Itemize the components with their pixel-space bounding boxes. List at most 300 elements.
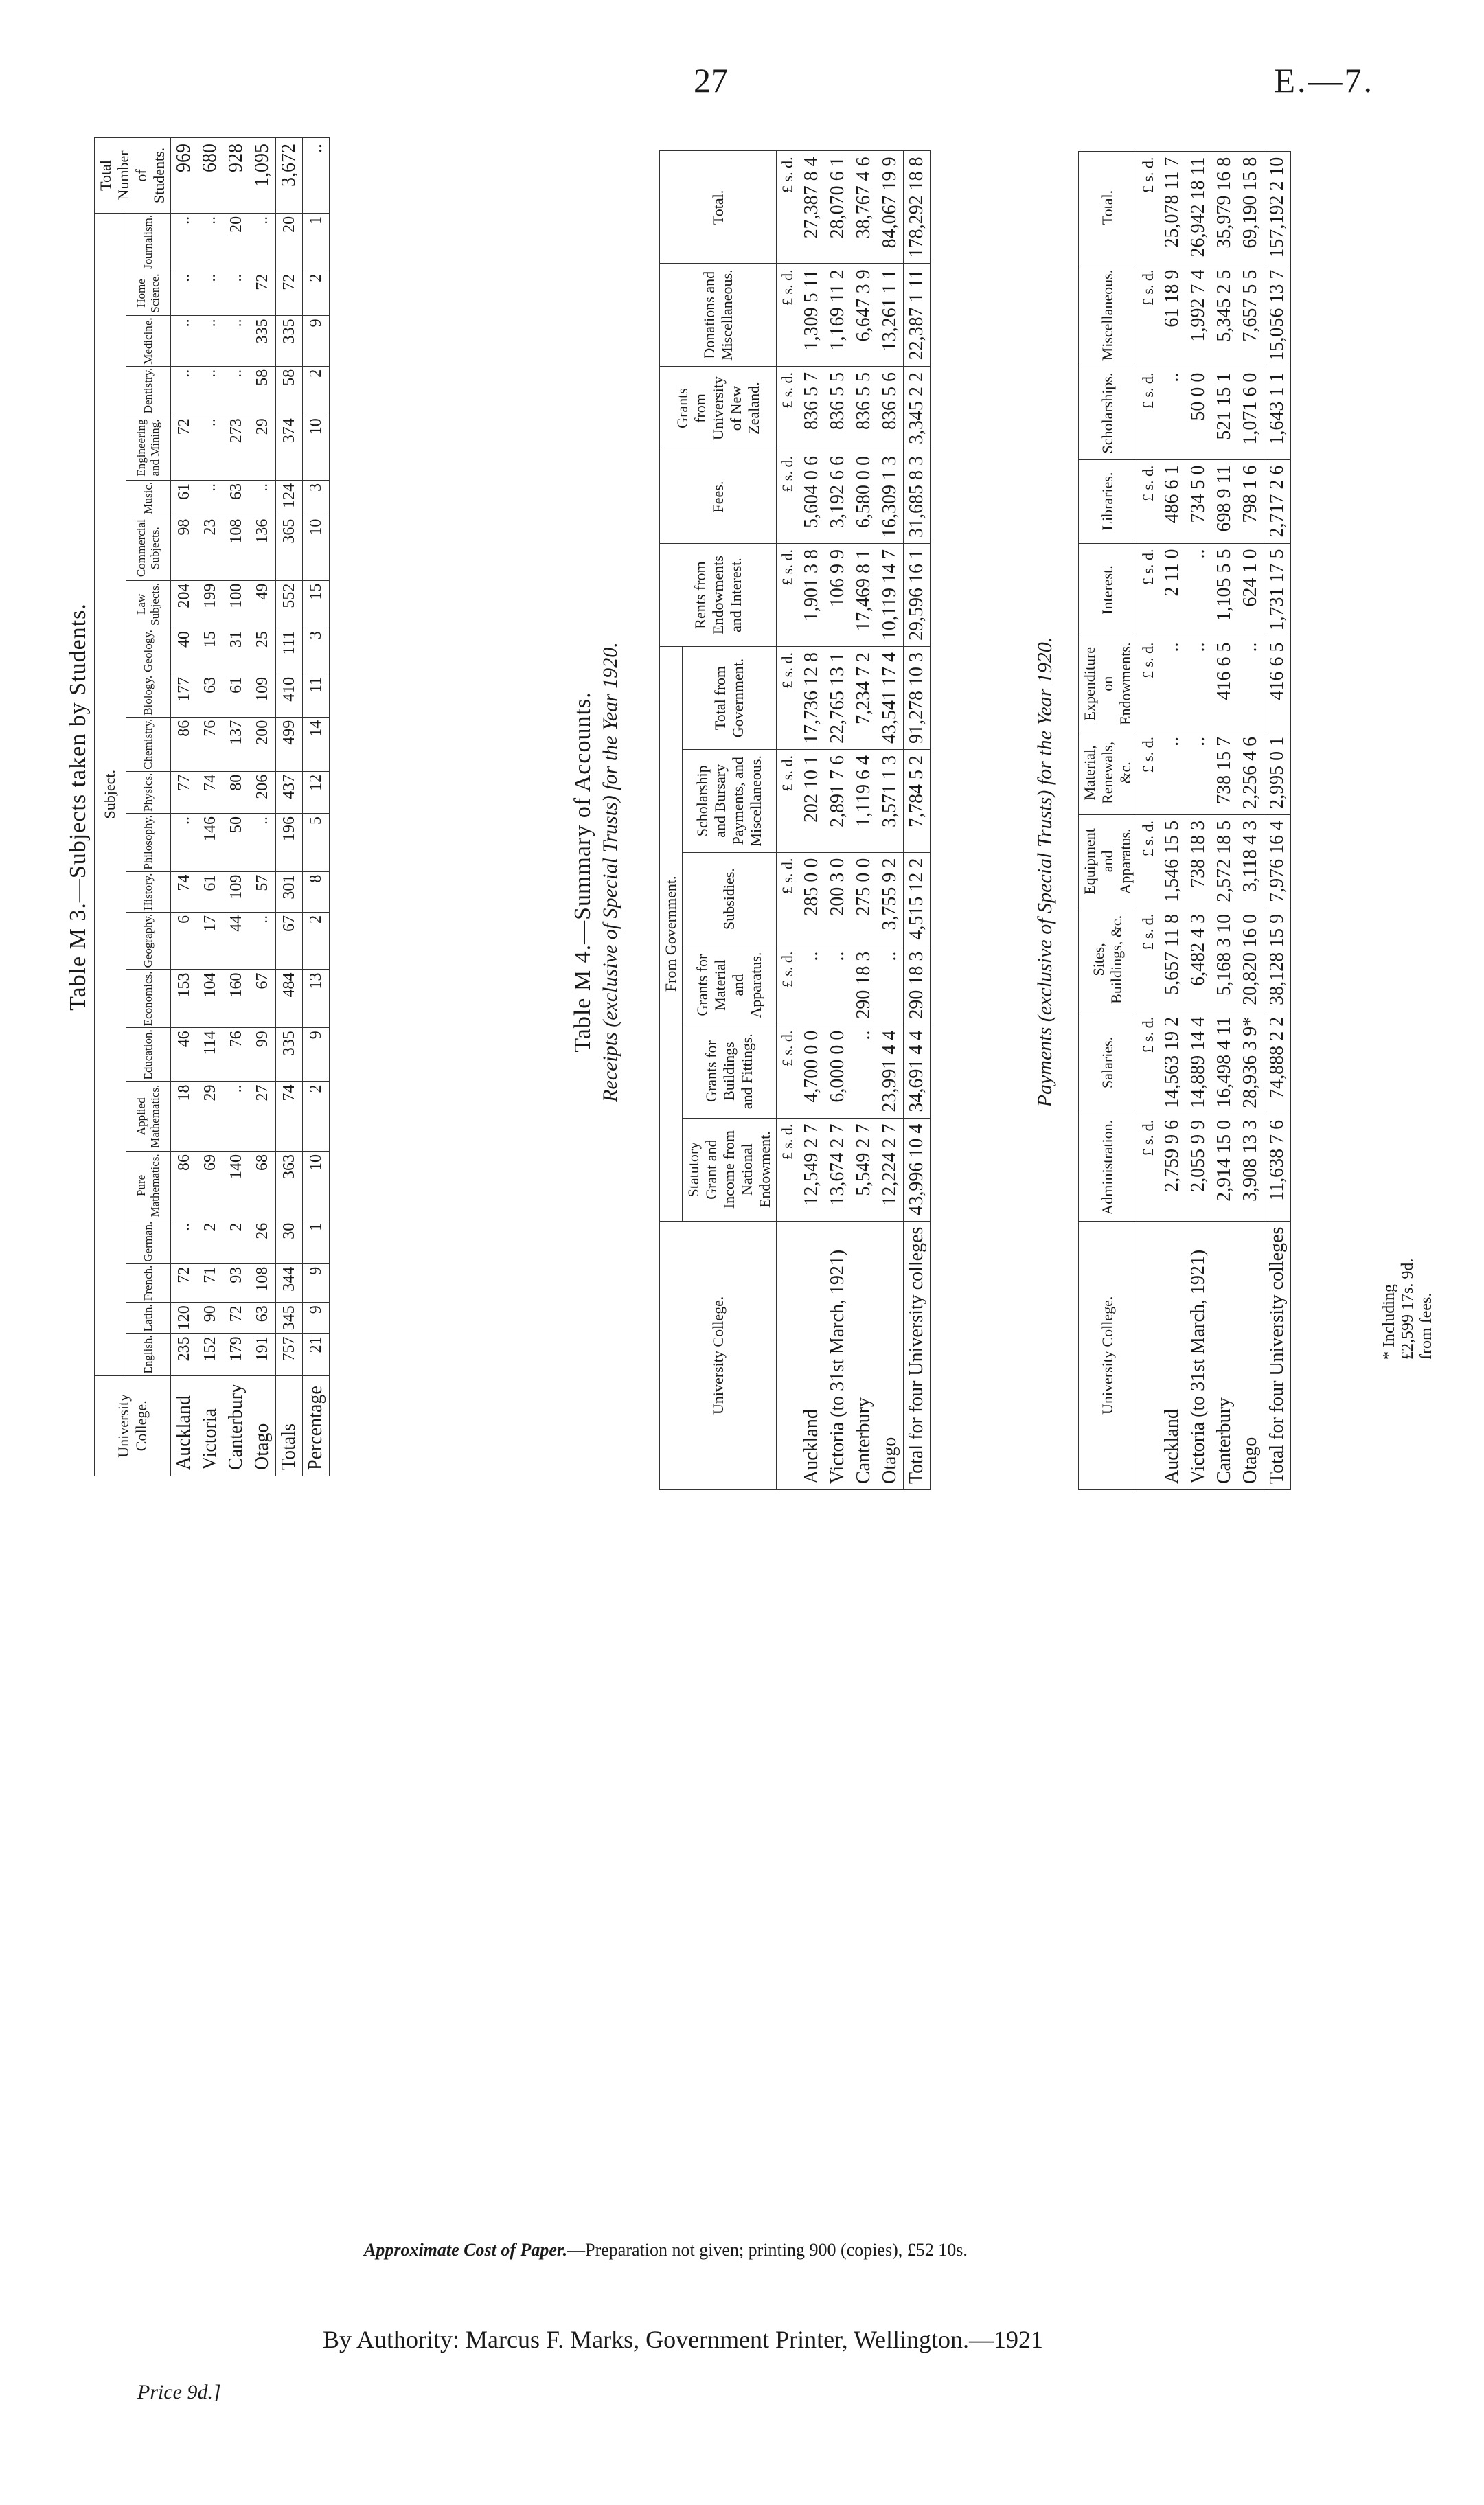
table-cell: 22,765 13 1 [825,647,851,750]
table-cell: 8 [303,871,330,912]
table-cell: 177 [171,674,198,717]
column-header: Grants from University of New Zealand. [660,367,777,450]
table-cell: 77 [171,771,198,813]
table-cell: 69 [197,1151,223,1220]
page-code: E.—7. [1274,61,1374,100]
table-cell: 5,345 2 5 [1211,264,1237,367]
table-cell: 3,118 4 3 [1237,814,1264,908]
table-cell: 486 6 1 [1159,459,1185,543]
unit-label: £ s. d. [1137,264,1160,367]
table-cell: .. [171,366,198,415]
table-cell: 72 [171,415,198,481]
unit-label: £ s. d. [777,544,799,647]
table-cell: .. [825,946,851,1025]
table-cell: .. [223,316,249,366]
receipts-table [659,150,931,1490]
table-cell: .. [1159,367,1185,459]
table-cell: 86 [171,717,198,771]
table-cell: .. [249,912,276,970]
table-cell: 374 [276,415,303,481]
table-cell: .. [249,213,276,271]
unit-label: £ s. d. [1137,367,1160,459]
table-cell: 25,078 11 7 [1159,151,1185,264]
column-header: Grants for Buildings and Fittings. [683,1025,777,1118]
authority-line: By Authority: Marcus F. Marks, Government Printer, Wellington.—1921 [323,2326,1044,2353]
column-header: Total. [660,151,777,264]
total-row [1264,151,1291,1489]
table-cell: 191 [249,1334,276,1375]
table-cell: 200 [249,717,276,771]
table-cell: 2,256 4 6 [1237,731,1264,814]
table-cell: 14 [303,717,330,771]
subject-column-header: Geography. [126,912,170,970]
table-cell: 153 [171,970,198,1028]
table-cell: 12,549 2 7 [799,1118,825,1221]
unit-row [1137,151,1160,1489]
table-cell: 335 [276,1028,303,1082]
unit-label: £ s. d. [777,750,799,853]
table-cell: 137 [223,717,249,771]
footnote: * Including £2,599 17s. 9d. from fees. [1380,1258,1435,1360]
subject-column-header: Physics. [126,771,170,813]
table-cell: .. [171,1220,198,1263]
table-cell: 10 [303,516,330,580]
unit-label: £ s. d. [777,946,799,1025]
table-m3 [94,137,330,1476]
cost-line [364,2240,968,2261]
table-cell: 17,736 12 8 [799,647,825,750]
table-cell: .. [799,946,825,1025]
total-row [904,151,931,1490]
table-cell: 72 [171,1263,198,1302]
table-cell: 20 [276,213,303,271]
table-cell: 23 [197,516,223,580]
table-cell: 31 [223,628,249,674]
table-cell: 57 [249,871,276,912]
table-cell: 44 [223,912,249,970]
table-cell: 5,549 2 7 [851,1118,877,1221]
table-cell: 58 [249,366,276,415]
table-cell: 29,596 16 1 [904,544,931,647]
table-cell: 6,000 0 0 [825,1025,851,1118]
row-total: 680 [197,138,223,214]
unit-label: £ s. d. [1137,814,1160,908]
table-cell: 16,309 1 3 [877,450,904,544]
table-m3-block [65,137,330,1476]
column-header: Fees. [660,450,777,544]
subject-column-header: Home Science. [126,271,170,316]
table-cell: 1,731 17 5 [1264,543,1291,637]
table-cell: 7,976 16 4 [1264,814,1291,908]
table-cell: 71 [197,1263,223,1302]
table-cell: 43,541 17 4 [877,647,904,750]
table-cell: 104 [197,970,223,1028]
table-cell: 20 [223,213,249,271]
table-cell: 35,979 16 8 [1211,151,1237,264]
table-cell: 43,996 10 4 [904,1118,931,1221]
college-header: University College. [660,1221,777,1489]
table-cell: 178,292 18 8 [904,151,931,264]
table-m3-title: Table M 3.—Subjects taken by Students. [65,603,91,1011]
table-cell: 9 [303,1303,330,1334]
table-cell: 6 [171,912,198,970]
column-header: Expenditure on Endowments. [1079,637,1137,731]
table-cell: 31,685 8 3 [904,450,931,544]
table-cell: 2 [223,1220,249,1263]
table-cell: 68 [249,1151,276,1220]
table-cell: 14,563 19 2 [1159,1011,1185,1114]
table-cell: 836 5 5 [851,367,877,450]
table-cell: 111 [276,628,303,674]
table-cell: 202 10 1 [799,750,825,853]
unit-label: £ s. d. [777,151,799,264]
table-cell: 140 [223,1151,249,1220]
row-label: Victoria (to 31st March, 1921) [825,1221,851,1489]
table-cell: 1 [303,1220,330,1263]
percentage-row [303,138,330,1476]
unit-row [777,151,799,1490]
table-cell: 6,580 0 0 [851,450,877,544]
table-cell: 235 [171,1334,198,1375]
table-cell: .. [1159,731,1185,814]
table-cell: 17 [197,912,223,970]
table-cell: 10 [303,415,330,481]
row-label: Otago [1237,1221,1264,1489]
subject-column-header: Latin. [126,1303,170,1334]
table-cell: 114 [197,1028,223,1082]
table-cell: 2 [303,912,330,970]
table-cell: 3,755 9 2 [877,852,904,946]
table-cell: 301 [276,871,303,912]
table-row [223,138,249,1476]
table-cell: 5 [303,813,330,871]
table-cell: 28,070 6 1 [825,151,851,264]
table-cell: 61 [197,871,223,912]
table-cell: 14,889 14 4 [1185,1011,1211,1114]
table-cell: 46 [171,1028,198,1082]
subject-column-header: Applied Mathematics. [126,1082,170,1152]
receipts-block [659,151,931,1490]
unit-label: £ s. d. [1137,908,1160,1011]
table-cell: 5,604 0 6 [799,450,825,544]
table-cell: 2 [303,366,330,415]
row-label: Percentage [303,1375,330,1476]
page-number: 27 [694,61,728,100]
table-cell: 757 [276,1334,303,1375]
table-cell: 38,767 4 6 [851,151,877,264]
table-cell: 1,105 5 5 [1211,543,1237,637]
table-cell: 410 [276,674,303,717]
table-cell: 15 [197,628,223,674]
table-cell: .. [197,366,223,415]
table-cell: 23,991 4 4 [877,1025,904,1118]
table-cell: 27,387 8 4 [799,151,825,264]
table-cell: 124 [276,480,303,516]
table-cell: 72 [223,1303,249,1334]
table-cell: 484 [276,970,303,1028]
table-cell: 7,234 7 2 [851,647,877,750]
row-total: .. [303,138,330,214]
college-header: University College. [95,1375,171,1476]
unit-label: £ s. d. [1137,151,1160,264]
table-cell: 63 [197,674,223,717]
column-header: Administration. [1079,1114,1137,1221]
table-row [1185,151,1211,1489]
cost-text: —Preparation not given; printing 900 (copies), £52 10s. [567,2240,968,2260]
table-cell: 6,482 4 3 [1185,908,1211,1011]
receipts-title: Receipts (exclusive of Special Trusts) for the Year 1920. [599,642,621,1102]
table-cell: 22,387 1 11 [904,264,931,367]
table-cell: 199 [197,580,223,628]
table-cell: 416 6 5 [1211,637,1237,731]
table-cell: 1,546 15 5 [1159,814,1185,908]
table-cell: .. [249,480,276,516]
table-cell: 206 [249,771,276,813]
table-cell: 552 [276,580,303,628]
table-cell: 99 [249,1028,276,1082]
table-row [249,138,276,1476]
table-cell: 12 [303,771,330,813]
table-cell: 58 [276,366,303,415]
table-cell: 3,192 6 6 [825,450,851,544]
table-cell: 136 [249,516,276,580]
table-cell: .. [1185,731,1211,814]
table-cell: 365 [276,516,303,580]
table-cell: 179 [223,1334,249,1375]
column-header: Grants for Material and Apparatus. [683,946,777,1025]
table-cell: 50 [223,813,249,871]
subject-column-header: Dentistry. [126,366,170,415]
from-government-header: From Government. [660,647,683,1222]
subject-column-header: Medicine. [126,316,170,366]
row-label: Canterbury [1211,1221,1237,1489]
row-label: Totals [276,1375,303,1476]
table-cell: .. [197,415,223,481]
totals-row [276,138,303,1476]
table-cell: 2 11 0 [1159,543,1185,637]
payments-block [1078,151,1291,1490]
table-cell: 40 [171,628,198,674]
table-cell: 3 [303,628,330,674]
table-row [1237,151,1264,1489]
table-row [799,151,825,1490]
row-total: 928 [223,138,249,214]
table-cell: 13,674 2 7 [825,1118,851,1221]
total-header: Total Number of Students. [95,138,171,214]
table-cell: 1 [303,213,330,271]
subject-column-header: Economics. [126,970,170,1028]
payments-title: Payments (exclusive of Special Trusts) for the Year 1920. [1034,637,1056,1108]
table-cell: 98 [171,516,198,580]
column-header: Salaries. [1079,1011,1137,1114]
table-row [825,151,851,1490]
unit-label: £ s. d. [777,450,799,544]
unit-label: £ s. d. [1137,637,1160,731]
table-m4-heading [570,254,629,1490]
subject-column-header: Music. [126,480,170,516]
table-cell: 1,169 11 2 [825,264,851,367]
row-label: Auckland [799,1221,825,1489]
table-cell: 10 [303,1151,330,1220]
table-cell: 1,901 3 8 [799,544,825,647]
table-cell: 20,820 16 0 [1237,908,1264,1011]
unit-label: £ s. d. [777,367,799,450]
table-cell: .. [1159,637,1185,731]
table-cell: 335 [276,316,303,366]
row-total: 969 [171,138,198,214]
table-cell: 61 18 9 [1159,264,1185,367]
table-cell: .. [171,316,198,366]
table-cell: .. [1237,637,1264,731]
subject-column-header: Journalism. [126,213,170,271]
table-cell: 18 [171,1082,198,1152]
table-cell: .. [851,1025,877,1118]
table-cell: 74 [171,871,198,912]
table-cell: 74 [197,771,223,813]
table-cell: 108 [249,1263,276,1302]
table-cell: 67 [249,970,276,1028]
row-total: 3,672 [276,138,303,214]
row-label: Otago [877,1221,904,1489]
column-header: Rents from Endowments and Interest. [660,544,777,647]
table-cell: 146 [197,813,223,871]
table-m4-title: Table M 4.—Summary of Accounts. [570,691,595,1053]
table-cell: 7,784 5 2 [904,750,931,853]
subject-column-header: Commercial Subjects. [126,516,170,580]
row-label: Total for four University colleges [1264,1221,1291,1489]
column-header: Statutory Grant and Income from National Endowment. [683,1118,777,1221]
table-cell: 290 18 3 [904,946,931,1025]
table-cell: 13,261 1 1 [877,264,904,367]
table-cell: 100 [223,580,249,628]
row-label: Canterbury [851,1221,877,1489]
payments-table [1078,151,1291,1490]
row-label: Auckland [171,1375,198,1476]
subject-column-header: Pure Mathematics. [126,1151,170,1220]
column-header: Miscellaneous. [1079,264,1137,367]
table-cell: 84,067 19 9 [877,151,904,264]
table-cell: 26,942 18 11 [1185,151,1211,264]
table-cell: 9 [303,1028,330,1082]
table-cell: 416 6 5 [1264,637,1291,731]
table-cell: .. [223,271,249,316]
table-cell: 4,515 12 2 [904,852,931,946]
table-cell: 152 [197,1334,223,1375]
table-cell: 2 [303,1082,330,1152]
table-cell: 499 [276,717,303,771]
table-cell: .. [197,213,223,271]
column-header: Libraries. [1079,459,1137,543]
row-label: Canterbury [223,1375,249,1476]
table-cell: 28,936 3 9* [1237,1011,1264,1114]
table-cell: 16,498 4 11 [1211,1011,1237,1114]
table-cell: 90 [197,1303,223,1334]
subject-column-header: Engineering and Mining. [126,415,170,481]
table-cell: 521 15 1 [1211,367,1237,459]
table-cell: 345 [276,1303,303,1334]
column-header: Interest. [1079,543,1137,637]
table-cell: 9 [303,1263,330,1302]
table-cell: 80 [223,771,249,813]
table-cell: 335 [249,316,276,366]
table-cell: .. [197,316,223,366]
unit-label: £ s. d. [1137,543,1160,637]
table-cell: .. [223,1082,249,1152]
table-cell: 27 [249,1082,276,1152]
table-cell: 76 [223,1028,249,1082]
table-cell: 2 [197,1220,223,1263]
table-cell: 72 [276,271,303,316]
subject-header: Subject. [95,213,126,1375]
table-cell: 3,571 1 3 [877,750,904,853]
subject-column-header: Geology. [126,628,170,674]
table-cell: 2,572 18 5 [1211,814,1237,908]
column-header: Subsidies. [683,852,777,946]
table-cell: 738 18 3 [1185,814,1211,908]
table-cell: 30 [276,1220,303,1263]
column-header: Scholarship and Bursary Payments, and Miscellaneous. [683,750,777,853]
table-cell: 1,119 6 4 [851,750,877,853]
table-cell: 437 [276,771,303,813]
unit-label: £ s. d. [777,1025,799,1118]
table-cell: 836 5 5 [825,367,851,450]
column-header: Sites, Buildings, &c. [1079,908,1137,1011]
row-label: Total for four University colleges [904,1221,931,1489]
unit-label: £ s. d. [777,264,799,367]
row-total: 1,095 [249,138,276,214]
table-cell: 738 15 7 [1211,731,1237,814]
table-cell: 3,345 2 2 [904,367,931,450]
table-cell: 836 5 6 [877,367,904,450]
subject-column-header: Biology. [126,674,170,717]
table-cell: 2,914 15 0 [1211,1114,1237,1221]
table-cell: 109 [249,674,276,717]
table-row [877,151,904,1490]
table-cell: .. [223,366,249,415]
column-header: Material, Renewals, &c. [1079,731,1137,814]
table-cell: 29 [249,415,276,481]
row-label: Victoria (to 31st March, 1921) [1185,1221,1211,1489]
table-cell: 836 5 7 [799,367,825,450]
table-cell: 2,891 7 6 [825,750,851,853]
table-cell: .. [171,271,198,316]
subject-column-header: History. [126,871,170,912]
table-cell: 160 [223,970,249,1028]
row-label: Otago [249,1375,276,1476]
table-cell: 21 [303,1334,330,1375]
table-cell: 11,638 7 6 [1264,1114,1291,1221]
table-cell: 49 [249,580,276,628]
table-cell: 273 [223,415,249,481]
table-cell: 74,888 2 2 [1264,1011,1291,1114]
table-cell: 196 [276,813,303,871]
table-cell: 5,657 11 8 [1159,908,1185,1011]
subject-column-header: German. [126,1220,170,1263]
column-header: Total from Government. [683,647,777,750]
unit-label: £ s. d. [1137,1114,1160,1221]
table-cell: 2 [303,271,330,316]
table-cell: 15 [303,580,330,628]
table-row [1211,151,1237,1489]
table-cell: 2,717 2 6 [1264,459,1291,543]
table-cell: 86 [171,1151,198,1220]
table-cell: 290 18 3 [851,946,877,1025]
table-cell: 120 [171,1303,198,1334]
table-cell: 69,190 15 8 [1237,151,1264,264]
table-cell: 3,908 13 3 [1237,1114,1264,1221]
table-cell: 363 [276,1151,303,1220]
table-cell: 204 [171,580,198,628]
